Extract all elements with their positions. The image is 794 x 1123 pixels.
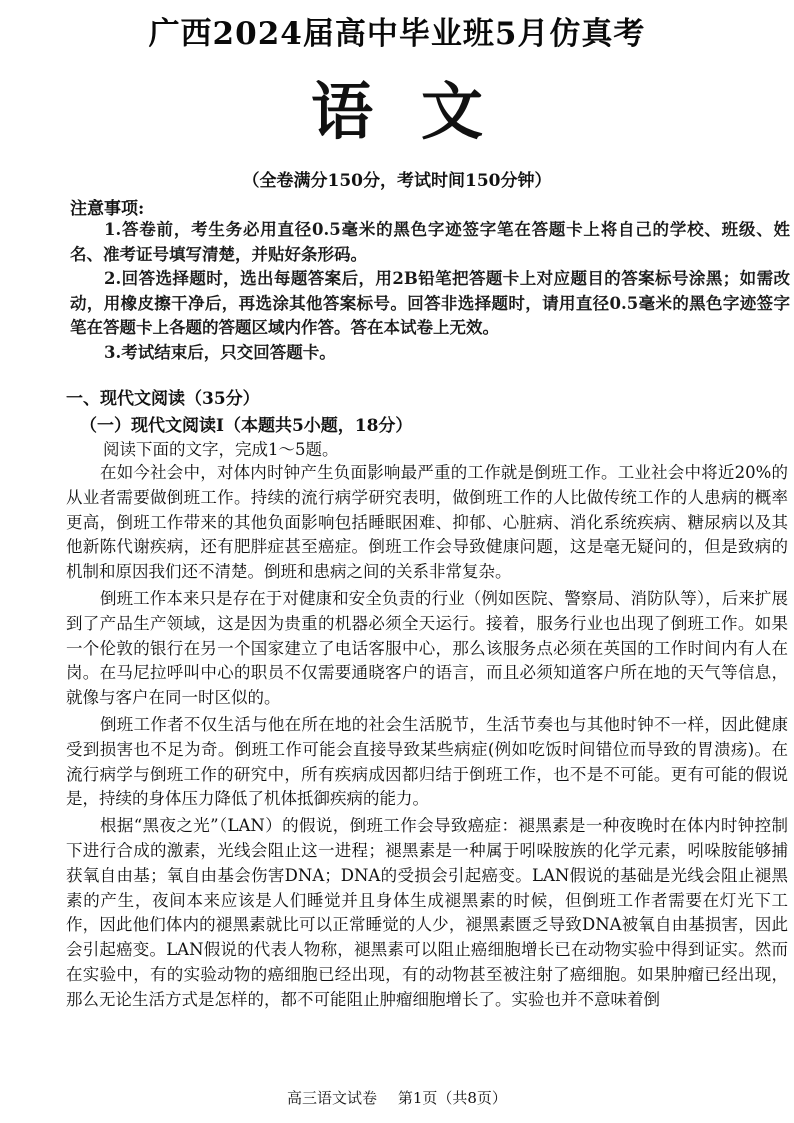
notice-list	[70, 218, 790, 365]
reading-instruction: 阅读下面的文字，完成1～5题。	[103, 440, 339, 459]
notice-item: 3.考试结束后，只交回答题卡。	[104, 342, 336, 362]
reading-passage	[66, 461, 788, 1015]
passage-paragraph: 在如今社会中，对体内时钟产生负面影响最严重的工作就是倒班工作。工业社会中将近20%的从业者需要做倒班工作。持续的流行病学研究表明，做倒班工作的人比做传统工作的人患病的概率更高，倒班工作带来的其他负面影响包括睡眠困难、抑郁、心脏病、消化系统疾病、糖尿病以及其他新陈代谢疾病，还有肥胖症甚至癌症。倒班工作会导致健康问题，这是毫无疑问的，但是致病的机制和原因我们还不清楚。倒班和患病之间的关系非常复杂。	[66, 463, 788, 582]
footer-page-number: 第1页（共8页）	[397, 1089, 507, 1107]
subject-title: 语文	[310, 75, 531, 148]
passage-paragraph: 倒班工作者不仅生活与他在所在地的社会生活脱节，生活节奏也与其他时钟不一样，因此健康受到损害也不足为奇。倒班工作可能会直接导致某些病症(例如吃饭时间错位而导致的胃溃疡)。在流行病学与倒班工作的研究中，所有疾病成因都归结于倒班工作，也不是不可能。更有可能的假说是，持续的身体压力降低了机体抵御疾病的能力。	[66, 714, 788, 809]
passage-paragraph: 倒班工作本来只是存在于对健康和安全负责的行业（例如医院、警察局、消防队等），后来扩展到了产品生产领域，这是因为贵重的机器必须全天运行。接着，服务行业也出现了倒班工作。如果一个伦敦的银行在另一个国家建立了电话客服中心，那么该服务点必须在英国的工作时间内有人在岗。在马尼拉呼叫中心的职员不仅需要通晓客户的语言，而且必须知道客户所在地的天气等信息，就像与客户在同一时区似的。	[66, 588, 788, 708]
subsection-heading: （一）现代文阅读Ⅰ（本题共5小题，18分）	[80, 416, 413, 436]
exam-meta: （全卷满分150分，考试时间150分钟）	[242, 171, 552, 191]
notice-item: 1.答卷前，考生务必用直径0.5毫米的黑色字迹签字笔在答题卡上将自己的学校、班级、姓名、准考证号填写清楚，并贴好条形码。	[70, 220, 790, 264]
footer-course: 高三语文试卷	[287, 1089, 378, 1107]
notice-item: 2.回答选择题时，选出每题答案后，用2B铅笔把答题卡上对应题目的答案标号涂黑；如需改动，用橡皮擦干净后，再选涂其他答案标号。回答非选择题时，请用直径0.5毫米的黑色字迹签字笔在答题卡上各题的答题区域内作答。答在本试卷上无效。	[70, 269, 790, 337]
passage-paragraph: 根据“黑夜之光”（LAN）的假说，倒班工作会导致癌症：褪黑素是一种夜晚时在体内时钟控制下进行合成的激素，光线会阻止这一进程；褪黑素是一种属于吲哚胺族的化学元素，吲哚胺能够捕获氧自由基；氧自由基会伤害DNA；DNA的受损会引起癌变。LAN假说的基础是光线会阻止褪黑素的产生，夜间本来应该是人们睡觉并且身体生成褪黑素的时候，但倒班工作者需要在灯光下工作，因此他们体内的褪黑素就比可以正常睡觉的人少，褪黑素匮乏导致DNA被氧自由基损害，因此会引起癌变。LAN假说的代表人物称，褪黑素可以阻止癌细胞增长已在动物实验中得到证实。然而在实验中，有的实验动物的癌细胞已经出现，有的动物甚至被注射了癌细胞。如果肿瘤已经出现，那么无论生活方式是怎样的，都不可能阻止肿瘤细胞增长了。实验也并不意味着倒	[66, 816, 788, 1009]
section-heading: 一、现代文阅读（35分）	[66, 389, 260, 409]
exam-title: 广西2024届高中毕业班5月仿真考	[148, 16, 646, 52]
page-footer	[0, 1087, 794, 1108]
notice-heading: 注意事项:	[70, 199, 145, 219]
